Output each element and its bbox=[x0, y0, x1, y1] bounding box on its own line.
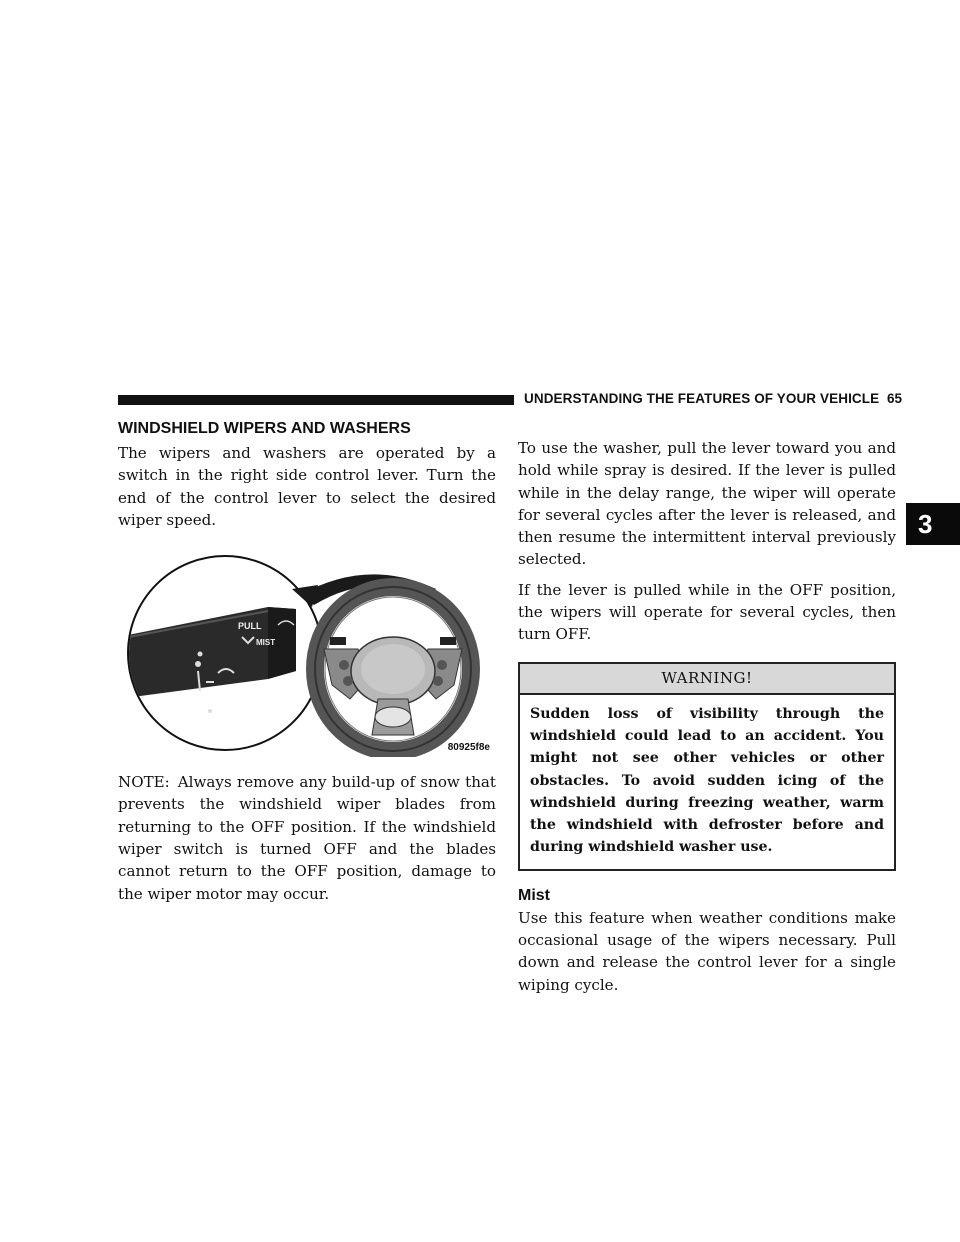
mist-paragraph: Use this feature when weather conditions make occasional usage of the wipers necessary. Pull down and release the control lever for a single wiping cycle. bbox=[518, 908, 896, 994]
off-paragraph: If the lever is pulled while in the OFF position, the wipers will operate for several cycles, then turn OFF. bbox=[518, 580, 896, 644]
warning-body: Sudden loss of visibility through the windshield could lead to an accident. You might not see other vehicles or other obstacles. To avoid sudden icing of the windshield during freezing weather, warm the windshield with defroster before and during windshield washer use. bbox=[530, 705, 884, 856]
left-column bbox=[118, 420, 496, 913]
wiper-lever-figure bbox=[118, 549, 496, 757]
chapter-tab: 3 bbox=[906, 503, 960, 545]
note-text: Always remove any build-up of snow that prevents the windshield wiper blades from returning to the OFF position. If the windshield wiper switch is turned OFF and the blades cannot return to the OFF position, damage to the wiper motor may occur. bbox=[118, 773, 496, 903]
warning-box bbox=[518, 662, 896, 871]
steering-wheel bbox=[315, 587, 471, 751]
figure-code: 80925f8e bbox=[447, 742, 490, 754]
note-label: NOTE: bbox=[118, 773, 170, 792]
mist-label: MIST bbox=[256, 638, 276, 648]
pull-label: PULL bbox=[238, 621, 262, 632]
intro-paragraph: The wipers and washers are operated by a switch in the right side control lever. Turn the end of the control lever to select the desired wiper speed. bbox=[118, 444, 496, 529]
note-paragraph bbox=[118, 771, 496, 905]
washer-paragraph: To use the washer, pull the lever toward you and hold while spray is desired. If the lever is pulled while in the delay range, the wiper will operate for several cycles after the lever is released, and then resume the intermittent interval previously selected. bbox=[518, 439, 896, 569]
section-title: WINDSHIELD WIPERS AND WASHERS bbox=[118, 420, 411, 437]
mist-heading: Mist bbox=[518, 886, 550, 904]
header-rule bbox=[118, 395, 514, 405]
right-column bbox=[518, 437, 896, 1004]
header-title: UNDERSTANDING THE FEATURES OF YOUR VEHICLE bbox=[524, 391, 880, 406]
warning-title: WARNING! bbox=[520, 664, 894, 695]
running-header bbox=[524, 391, 902, 406]
wiper-lever-illustration bbox=[118, 549, 496, 757]
page-number: 65 bbox=[886, 391, 903, 406]
